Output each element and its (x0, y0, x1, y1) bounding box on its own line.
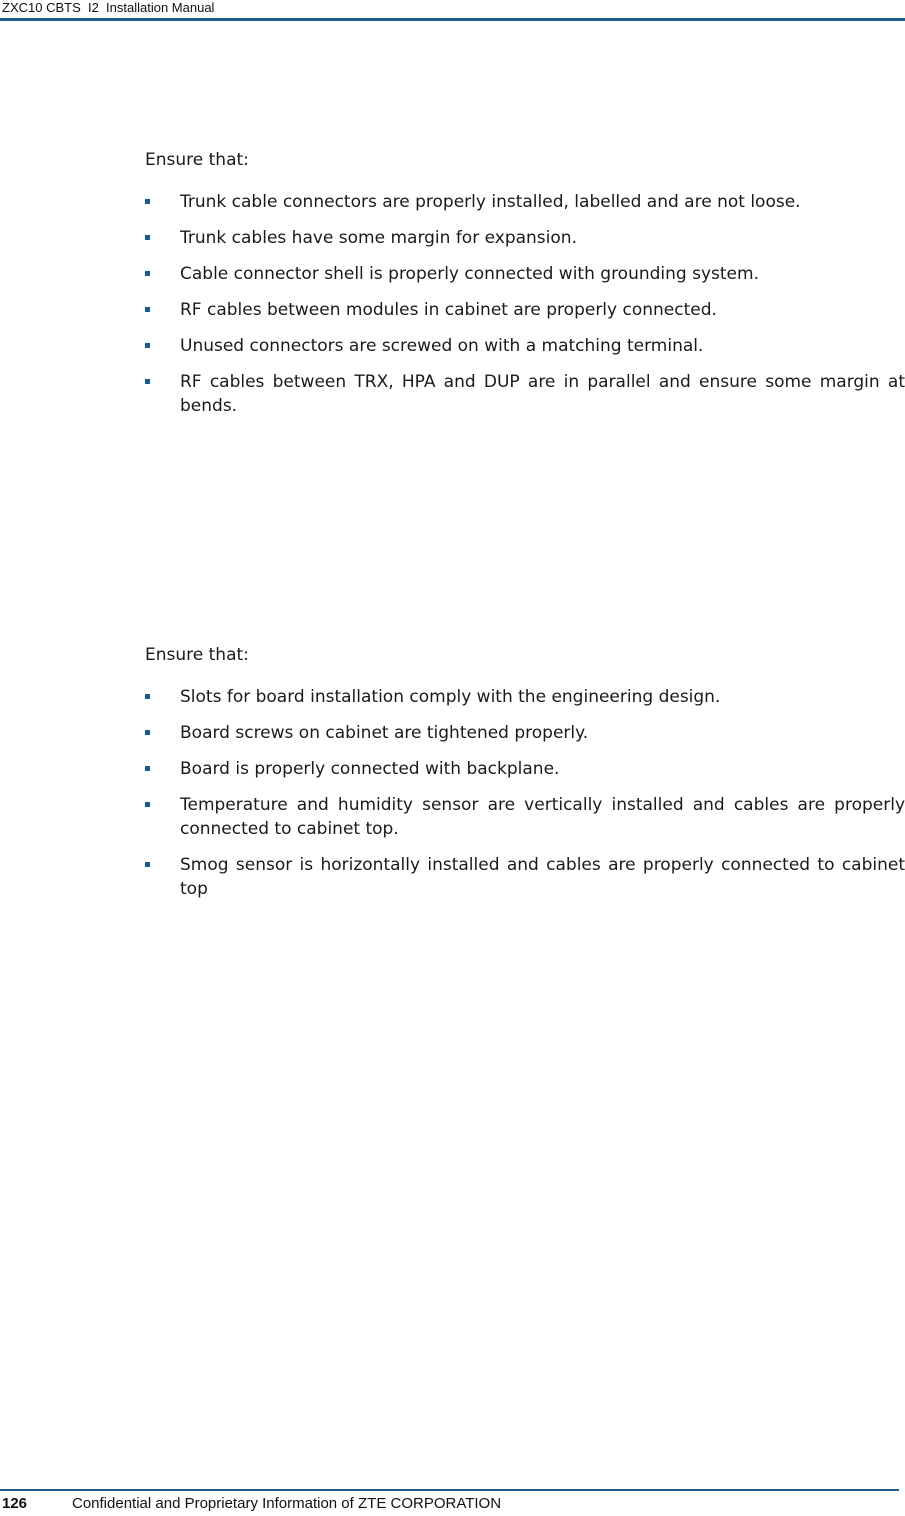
document-header-title: ZXC10 CBTS I2 Installation Manual (2, 0, 215, 15)
list-item-text: Cable connector shell is properly connected with grounding system. (180, 264, 759, 284)
list-item-text: Slots for board installation comply with the engineering design. (180, 687, 721, 707)
footer-confidentiality-notice: Confidential and Proprietary Information of ZTE CORPORATION (72, 1495, 502, 1512)
list-item (145, 190, 905, 214)
list-item-text: Board screws on cabinet are tightened properly. (180, 723, 589, 743)
bullet-square-icon (145, 235, 150, 240)
bullet-square-icon (145, 343, 150, 348)
checklist-section-boards (145, 643, 905, 913)
bullet-square-icon (145, 730, 150, 735)
list-item (145, 226, 905, 250)
bullet-square-icon (145, 199, 150, 204)
header-divider (0, 18, 905, 21)
bullet-square-icon (145, 862, 150, 867)
section-intro: Ensure that: (145, 150, 249, 170)
list-item-text: Unused connectors are screwed on with a matching terminal. (180, 336, 704, 356)
bullet-square-icon (145, 271, 150, 276)
list-item-text: Temperature and humidity sensor are vertically installed and cables are properly connected to cabinet top. (180, 795, 905, 839)
bullet-square-icon (145, 766, 150, 771)
list-item (145, 757, 905, 781)
list-item (145, 262, 905, 286)
list-item-text: RF cables between modules in cabinet are properly connected. (180, 300, 717, 320)
list-item-text: Trunk cable connectors are properly installed, labelled and are not loose. (180, 192, 801, 212)
bullet-square-icon (145, 379, 150, 384)
list-item-text: Trunk cables have some margin for expansion. (180, 228, 577, 248)
list-item (145, 721, 905, 745)
bullet-list (145, 190, 905, 418)
list-item-text: RF cables between TRX, HPA and DUP are in parallel and ensure some margin at bends. (180, 372, 905, 416)
list-item (145, 334, 905, 358)
bullet-list (145, 685, 905, 901)
list-item-text: Smog sensor is horizontally installed and cables are properly connected to cabinet top (180, 855, 905, 899)
bullet-square-icon (145, 694, 150, 699)
footer-divider (0, 1489, 899, 1491)
list-item (145, 685, 905, 709)
section-intro: Ensure that: (145, 645, 249, 665)
bullet-square-icon (145, 307, 150, 312)
page-number: 126 (2, 1495, 28, 1512)
list-item (145, 793, 905, 841)
checklist-section-cables (145, 148, 905, 430)
bullet-square-icon (145, 802, 150, 807)
list-item-text: Board is properly connected with backplane. (180, 759, 560, 779)
list-item (145, 370, 905, 418)
list-item (145, 298, 905, 322)
list-item (145, 853, 905, 901)
